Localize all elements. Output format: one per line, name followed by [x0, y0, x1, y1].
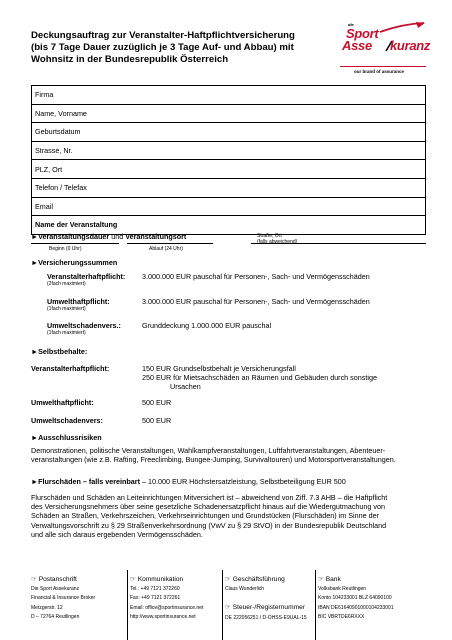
- ablauf-label: Ablauf (24 Uhr): [149, 246, 183, 252]
- footer-geschaeftsfuehrung: [225, 575, 307, 623]
- title-line-2: (bis 7 Tage Dauer zuzüglich je 3 Tage Auf- und Abbau) mit: [31, 41, 294, 53]
- sb-umwelt-value: 500 EUR: [142, 398, 172, 407]
- form-row-telefon[interactable]: [32, 178, 426, 197]
- form-row-strasse[interactable]: [32, 141, 426, 160]
- sb-umweltschaden-label: Umweltschadenvers:: [31, 416, 103, 425]
- beginn-input-line[interactable]: [31, 243, 119, 244]
- applicant-form: [31, 85, 426, 235]
- flurschaden-text: [31, 493, 431, 539]
- title-line-3: Wohnsitz in der Bundesrepublik Österreich: [31, 53, 229, 65]
- summe-veranstalter-label: Veranstalterhaftpflicht:: [47, 272, 126, 281]
- logo-asse: Asse: [342, 38, 372, 53]
- beginn-label: Beginn (0 Uhr): [49, 246, 82, 252]
- footer-bank-line-3: IBAN DE61640901000104233001: [318, 604, 394, 611]
- flurschaden-heading: ►Flurschäden – falls vereinbart – 10.000 EUR Höchstersatzleistung, Selbstbeteiligung EUR 500: [31, 477, 346, 486]
- ausschluss-text: [31, 446, 431, 464]
- sb-veranstalter-line-2: 250 EUR für Mietsachschäden an Räumen und Gebäuden durch sonstige: [142, 373, 377, 382]
- form-row-email[interactable]: [32, 197, 426, 216]
- footer-post-heading: ☞ Postanschrift: [31, 576, 77, 583]
- summe-veranstalter-value: 3.000.000 EUR pauschal für Personen-, Sach- und Vermögensschäden: [142, 272, 370, 281]
- form-label-firma: Firma: [32, 86, 426, 105]
- dauer-heading: ►Veranstaltungsdauer und Veranstaltungsort: [31, 232, 187, 241]
- footer-bank-line-4: BIC VBRTDE6RXXX: [318, 613, 365, 620]
- footer-kommunikation: [130, 575, 203, 622]
- footer-bank-line-1: Volksbank Reutlingen: [318, 586, 367, 593]
- footer-steuer-heading: ☞ Steuer-/Registernummer: [225, 604, 305, 612]
- footer-post-line-3: Metzgerstr. 12: [31, 604, 63, 611]
- footer-gf-name: Claus Wunderlich: [225, 586, 265, 593]
- footer-post-line-1: Die Sport Assekuranz: [31, 586, 80, 593]
- ablauf-input-line[interactable]: [127, 243, 213, 244]
- footer-bank-heading: ☞ Bank: [318, 576, 341, 583]
- footer-komm-heading: ☞ Kommunikation: [130, 576, 184, 583]
- form-row-geburtsdatum[interactable]: [32, 123, 426, 142]
- sb-umwelt-label: Umwelthaftpflicht:: [31, 398, 94, 407]
- footer-komm-fax: Fax: +49 7121 372261: [130, 595, 181, 602]
- flurschaden-line-5: und alle sich daraus ergebenden Vermögensschäden.: [31, 529, 203, 539]
- form-label-name: Name, Vorname: [32, 104, 426, 123]
- summe-umweltschaden-value: Grunddeckung 1.000.000 EUR pauschal: [142, 321, 272, 330]
- flurschaden-line-1: Flurschäden und Schäden an Leiteinrichtungen Mitversichert ist – abweichend von Ziff. 7.3 AHB – die Haftpflicht: [31, 493, 388, 502]
- logo-sport: Sport: [346, 26, 379, 41]
- flurschaden-line-4: Verwaltungsvorschrift zu § 29 Straßenverkehrsordnung (VwV zu § 29 StVO) in der Bundesrepublik Deutschland: [31, 520, 387, 530]
- footer-post-line-2: Financial & Insurance Broker: [31, 595, 96, 602]
- form-label-veranstaltung: Name der Veranstaltung: [32, 216, 426, 235]
- logo-rule: [340, 66, 426, 67]
- summe-umweltschaden-label: Umweltschadenvers.:: [47, 321, 121, 330]
- footer-post-line-4: D – 72764 Reutlingen: [31, 613, 80, 620]
- form-row-plz[interactable]: [32, 160, 426, 179]
- footer-komm-web[interactable]: http://www.sportinsurance.net: [130, 613, 196, 620]
- form-row-firma[interactable]: [32, 86, 426, 105]
- document-title: [31, 30, 301, 65]
- title-line-1: Deckungsauftrag zur Veranstalter-Haftpflichtversicherung: [31, 30, 295, 41]
- footer-postanschrift: [31, 575, 95, 622]
- flurschaden-line-3: Schäden an Straßen, Verkehrszeichen, Verkehrseinrichtungen und Grundstücken (Flurschäden) im Sinne der: [31, 511, 379, 521]
- sb-veranstalter-label: Veranstalterhaftpflicht:: [31, 364, 110, 373]
- ausschluss-heading: ►Ausschlussrisiken: [31, 433, 102, 442]
- form-label-strasse: Strasse, Nr.: [32, 141, 426, 160]
- ort-sublabel: (falls abweichend): [257, 239, 298, 245]
- flurschaden-line-2: des Versicherungsnehmers über seine gesetzliche Schadenersatzpflicht hinaus auf die Wiedergutmachung von: [31, 502, 385, 512]
- summen-heading: ►Versicherungssummen: [31, 258, 118, 267]
- footer-bank: [318, 575, 394, 622]
- form-row-name[interactable]: [32, 104, 426, 123]
- summe-umwelt-sub: (1fach maximiert): [47, 306, 86, 312]
- footer-divider-3: [315, 570, 316, 640]
- footer-komm-tel: Tel.: +49 7121 372260: [130, 586, 180, 593]
- summe-umweltschaden-sub: (1fach maximiert): [47, 330, 86, 336]
- summe-umwelt-label: Umwelthaftpflicht:: [47, 297, 110, 306]
- selbstbehalte-heading: ►Selbstbehalte:: [31, 347, 88, 356]
- sb-umweltschaden-value: 500 EUR: [142, 416, 172, 425]
- form-label-geburtsdatum: Geburtsdatum: [32, 123, 426, 142]
- footer-gf-heading: ☞ Geschäftsführung: [225, 576, 285, 583]
- ort-label: Straße, Ort: [257, 233, 282, 239]
- footer-steuer-value: DE 222056251 / D-OHSS-E9UAL-15: [225, 614, 307, 621]
- summe-veranstalter-sub: (2fach maximiert): [47, 281, 86, 287]
- logo-kuranz: kuranz: [390, 38, 431, 53]
- form-label-telefon: Telefon / Telefax: [32, 178, 426, 197]
- summe-umwelt-value: 3.000.000 EUR pauschal für Personen-, Sach- und Vermögensschäden: [142, 297, 370, 306]
- footer-bank-line-2: Konto 104233001 BLZ 64090100: [318, 595, 392, 602]
- sb-veranstalter-line-3: Ursachen: [170, 382, 201, 391]
- footer-divider-2: [222, 570, 223, 640]
- form-label-plz: PLZ, Ort: [32, 160, 426, 179]
- footer-divider-1: [127, 570, 128, 640]
- logo-tagline: our brand of assurance: [354, 69, 405, 74]
- company-logo: [340, 22, 431, 78]
- sb-veranstalter-line-1: 150 EUR Grundselbstbehalt je Versicherungsfall: [142, 364, 296, 373]
- logo-die: die: [348, 22, 354, 27]
- ausschluss-line-1: Demonstrationen, politische Veranstaltungen, Wahlkampfveranstaltungen, Luftfahrtveranstaltungen, Abenteuer-: [31, 446, 386, 455]
- footer-komm-email[interactable]: Email: office@sportinsurance.net: [130, 604, 204, 611]
- form-label-email: Email: [32, 197, 426, 216]
- ausschluss-line-2: veranstaltungen (wie z.B. Rafting, Freeclimbing, Bungee-Jumping, Survivaltouren) und Motorsportveranstaltungen.: [31, 455, 396, 465]
